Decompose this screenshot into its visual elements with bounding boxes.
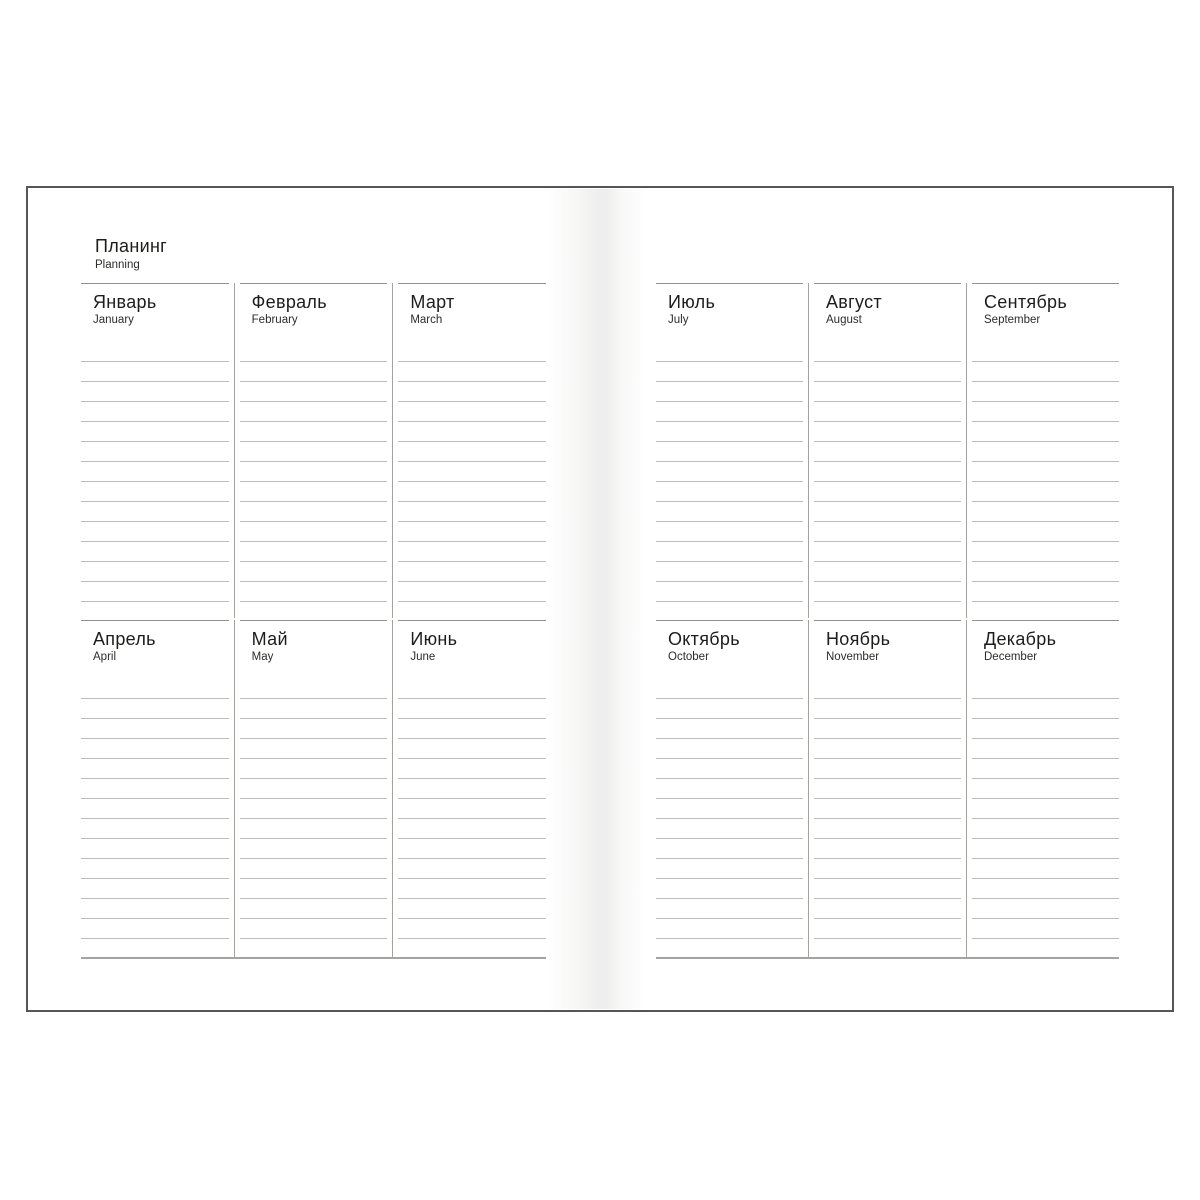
month-cell-october: [656, 620, 803, 958]
ruled-lines: [240, 679, 388, 939]
month-name-en: September: [984, 314, 1041, 326]
month-name-ru: Октябрь: [668, 629, 740, 649]
left-page-row-2: [81, 620, 546, 958]
page-title-ru: Планинг: [95, 236, 168, 256]
month-name-en: December: [984, 651, 1038, 663]
month-name-en: July: [668, 314, 689, 326]
month-name-en: February: [251, 314, 298, 326]
month-cell-december: [972, 620, 1119, 958]
month-name-ru: Ноябрь: [826, 629, 891, 649]
month-name-ru: Декабрь: [984, 629, 1057, 649]
month-name-ru: Апрель: [93, 629, 156, 649]
month-cell-april: [81, 620, 229, 958]
month-cell-may: [240, 620, 388, 958]
month-name-ru: Сентябрь: [984, 292, 1068, 312]
month-cell-november: [814, 620, 961, 958]
month-name-ru: Май: [251, 629, 288, 649]
ruled-lines: [656, 679, 803, 939]
left-page-row-1: [81, 283, 546, 618]
ruled-lines: [398, 342, 546, 602]
ruled-lines: [656, 342, 803, 602]
ruled-lines: [972, 679, 1119, 939]
right-page-row-1: [656, 283, 1119, 618]
right-page-row-2: [656, 620, 1119, 958]
month-name-ru: Август: [826, 292, 882, 312]
month-cell-september: [972, 283, 1119, 618]
month-name-ru: Июнь: [410, 629, 458, 649]
month-name-en: March: [410, 314, 443, 326]
month-name-ru: Январь: [93, 292, 157, 312]
month-name-en: November: [826, 651, 880, 663]
month-name-en: October: [668, 651, 709, 663]
right-page-bottom-rule: [656, 957, 1119, 959]
month-name-en: May: [251, 651, 274, 663]
ruled-lines: [240, 342, 388, 602]
month-cell-january: [81, 283, 229, 618]
month-name-en: January: [93, 314, 134, 326]
ruled-lines: [972, 342, 1119, 602]
month-name-en: August: [826, 314, 862, 326]
book-gutter-shadow: [547, 189, 659, 1009]
ruled-lines: [814, 342, 961, 602]
month-cell-march: [398, 283, 546, 618]
month-cell-august: [814, 283, 961, 618]
month-cell-february: [240, 283, 388, 618]
month-name-en: April: [93, 651, 117, 663]
ruled-lines: [81, 679, 229, 939]
ruled-lines: [398, 679, 546, 939]
month-cell-july: [656, 283, 803, 618]
left-page-bottom-rule: [81, 957, 546, 959]
page-title-en: Planning: [95, 259, 140, 271]
month-name-en: June: [410, 651, 436, 663]
month-name-ru: Июль: [668, 292, 716, 312]
page-title: [95, 236, 167, 272]
month-name-ru: Март: [410, 292, 455, 312]
ruled-lines: [814, 679, 961, 939]
ruled-lines: [81, 342, 229, 602]
month-name-ru: Февраль: [251, 292, 327, 312]
month-cell-june: [398, 620, 546, 958]
